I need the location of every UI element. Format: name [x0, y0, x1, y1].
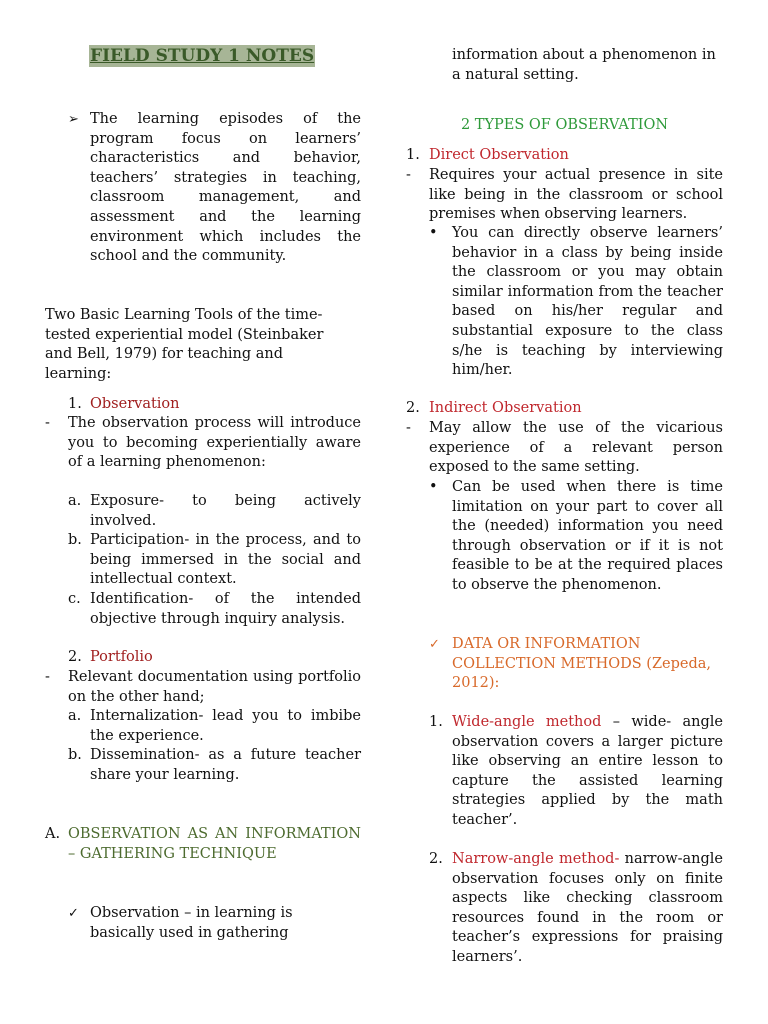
list-number: 2.	[406, 400, 420, 416]
list-item: a. Internalization- lead you to imbibe the experience.	[68, 708, 361, 744]
method-item-wide-angle	[429, 713, 723, 831]
list-number: 1.	[406, 147, 420, 163]
method-item-narrow-angle	[429, 850, 723, 968]
bullet-dot: •	[429, 225, 438, 241]
method-desc: – wide- angle observation covers a larger picture like observing an entire lesson to capture the assisted learning strategies applied by the math teacher’.	[452, 714, 724, 828]
portfolio-desc	[45, 668, 361, 707]
observation-list	[68, 492, 361, 629]
list-item: a. Exposure- to being actively involved.	[68, 493, 361, 529]
heading-text: DATA OR INFORMATION COLLECTION METHODS (Zepeda, 2012):	[452, 636, 712, 692]
tools-intro: Two Basic Learning Tools of the time-tested experiential model (Steinbaker and Bell, 1979) for teaching and learning:	[45, 307, 324, 382]
check-icon: ✓	[429, 637, 440, 652]
method-name: Wide-angle method	[452, 714, 602, 730]
check-text: Observation – in learning is basically used in gathering	[90, 905, 293, 941]
bullet-text: You can directly observe learners’ behavior in a class by being inside the classroom or you may obtain similar information from the teacher based on his/her regular and substantial exposure to the class s/he is teaching by interviewing him/her.	[452, 225, 723, 379]
dash-bullet: -	[45, 669, 50, 685]
list-number: 1.	[429, 714, 443, 730]
check-icon: ✓	[68, 906, 79, 921]
bullet-text: Can be used when there is time limitation on your part to cover all the (needed) information you need through observation or if it is not feasible to be at the required places to observe the phenomenon.	[452, 479, 723, 593]
observation-check-item	[68, 904, 338, 943]
intro-text: The learning episodes of the program focus on learners’ characteristics and behavior, teachers’ strategies in teaching, classroom management, and assessment and the learning environment which includes the school and the community.	[90, 111, 361, 265]
method-text	[452, 713, 723, 831]
portfolio-list	[68, 707, 361, 785]
direct-desc	[406, 166, 723, 225]
desc-text: Relevant documentation using portfolio on the other hand;	[68, 669, 361, 705]
list-number: 1.	[68, 396, 82, 412]
list-item: c. Identification- of the intended objective through inquiry analysis.	[68, 590, 361, 627]
list-item: b. Participation- in the process, and to being immersed in the social and intellectual context.	[68, 532, 361, 588]
portfolio-heading	[68, 648, 153, 668]
intro-bullet	[68, 110, 361, 267]
direct-heading	[406, 146, 569, 166]
data-methods-heading	[429, 635, 723, 694]
observation-desc	[45, 414, 361, 473]
section-heading-text: OBSERVATION AS AN INFORMATION – GATHERING TECHNIQUE	[68, 826, 361, 862]
check-continuation: information about a phenomenon in a natural setting.	[452, 47, 716, 83]
heading-text: Indirect Observation	[429, 400, 582, 416]
direct-bullet	[429, 224, 723, 381]
list-item: b. Dissemination- as a future teacher share your learning.	[68, 747, 361, 783]
indirect-bullet	[429, 478, 723, 596]
list-number: 2.	[429, 851, 443, 867]
indirect-desc	[406, 419, 723, 478]
arrow-bullet-icon: ➢	[68, 112, 79, 127]
bullet-dot: •	[429, 479, 438, 495]
method-text	[452, 850, 723, 968]
observation-heading	[68, 395, 180, 415]
dash-bullet: -	[45, 415, 50, 431]
section-a-heading	[45, 825, 361, 864]
heading-text: Direct Observation	[429, 147, 569, 163]
desc-text: Requires your actual presence in site like being in the classroom or school premises when observing learners.	[429, 167, 723, 223]
heading-text: Portfolio	[90, 649, 153, 665]
section-marker: A.	[45, 826, 61, 842]
desc-text: May allow the use of the vicarious experience of a relevant person exposed to the same setting.	[429, 420, 723, 476]
method-desc: narrow-angle observation focuses only on finite aspects like checking classroom resources found in the room or teacher’s expressions for praising learners’.	[452, 851, 723, 965]
list-number: 2.	[68, 649, 82, 665]
dash-bullet: -	[406, 167, 411, 183]
indirect-heading	[406, 399, 582, 419]
dash-bullet: -	[406, 420, 411, 436]
heading-text: Observation	[90, 396, 180, 412]
types-heading: 2 TYPES OF OBSERVATION	[460, 117, 669, 133]
page-title: FIELD STUDY 1 NOTES	[90, 46, 315, 66]
method-name: Narrow-angle method-	[452, 851, 620, 867]
desc-text: The observation process will introduce you to becoming experientially aware of a learning phenomenon:	[68, 415, 361, 471]
